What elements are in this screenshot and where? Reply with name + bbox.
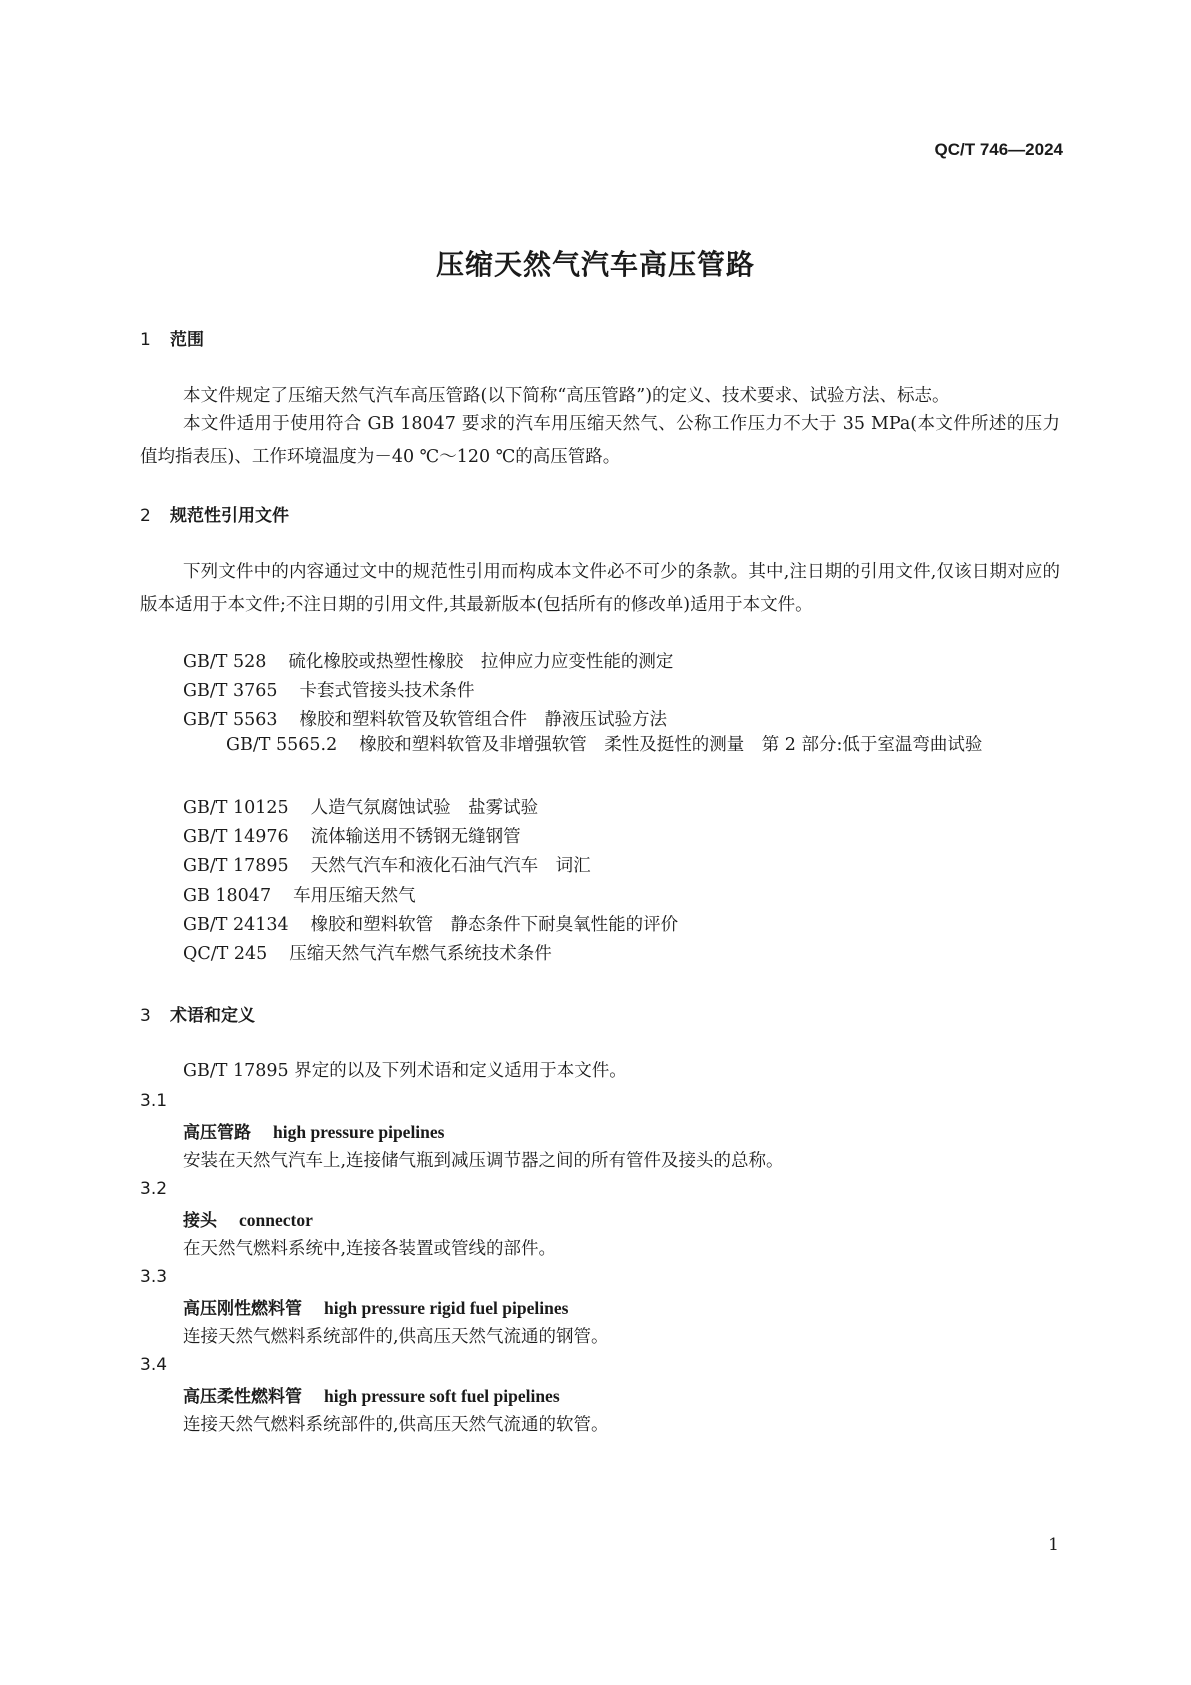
section-heading-terms-definitions: 3 术语和定义 (140, 1006, 255, 1026)
scope-paragraph-2: 本文件适用于使用符合 GB 18047 要求的汽车用压缩天然气、公称工作压力不大于 35 MPa(本文件所述的压力值均指表压)、工作环境温度为－40 ℃～120 ℃的高压管路。 (140, 414, 1060, 467)
term-definition: 连接天然气燃料系统部件的,供高压天然气流通的软管。 (183, 1415, 609, 1435)
term-number: 3.2 (140, 1179, 168, 1199)
term-title: 高压柔性燃料管 high pressure soft fuel pipelines (183, 1386, 560, 1407)
reference-item: GB 18047 车用压缩天然气 (183, 886, 416, 906)
references-intro: 下列文件中的内容通过文中的规范性引用而构成本文件必不可少的条款。其中,注日期的引用文件,仅该日期对应的版本适用于本文件;不注日期的引用文件,其最新版本(包括所有的修改单)适用于本文件。 (140, 562, 1060, 615)
terms-intro: GB/T 17895 界定的以及下列术语和定义适用于本文件。 (183, 1061, 627, 1081)
reference-item: GB/T 5563 橡胶和塑料软管及软管组合件 静液压试验方法 (183, 710, 668, 730)
standard-code: QC/T 746—2024 (934, 140, 1063, 159)
section-heading-scope: 1 范围 (140, 330, 204, 350)
reference-item: GB/T 14976 流体输送用不锈钢无缝钢管 (183, 827, 521, 847)
reference-item: QC/T 245 压缩天然气汽车燃气系统技术条件 (183, 944, 552, 964)
reference-item: GB/T 5565.2 橡胶和塑料软管及非增强软管 柔性及挺性的测量 第 2 部分:低于室温弯曲试验 (226, 735, 983, 755)
reference-item: GB/T 24134 橡胶和塑料软管 静态条件下耐臭氧性能的评价 (183, 915, 679, 935)
term-title: 高压管路 high pressure pipelines (183, 1122, 445, 1143)
term-title: 高压刚性燃料管 high pressure rigid fuel pipelines (183, 1298, 569, 1319)
page-number: 1 (1048, 1535, 1059, 1555)
reference-item: GB/T 3765 卡套式管接头技术条件 (183, 681, 475, 701)
section-heading-normative-references: 2 规范性引用文件 (140, 506, 289, 526)
term-number: 3.1 (140, 1091, 168, 1111)
term-number: 3.4 (140, 1355, 168, 1375)
term-number: 3.3 (140, 1267, 168, 1287)
term-definition: 安装在天然气汽车上,连接储气瓶到减压调节器之间的所有管件及接头的总称。 (183, 1151, 784, 1171)
term-definition: 在天然气燃料系统中,连接各装置或管线的部件。 (183, 1239, 557, 1259)
term-title: 接头 connector (183, 1210, 313, 1231)
page-title: 压缩天然气汽车高压管路 (435, 248, 755, 281)
reference-item: GB/T 10125 人造气氛腐蚀试验 盐雾试验 (183, 798, 539, 818)
term-definition: 连接天然气燃料系统部件的,供高压天然气流通的钢管。 (183, 1327, 609, 1347)
scope-paragraph-1: 本文件规定了压缩天然气汽车高压管路(以下简称“高压管路”)的定义、技术要求、试验方法、标志。 (183, 386, 950, 406)
reference-item: GB/T 528 硫化橡胶或热塑性橡胶 拉伸应力应变性能的测定 (183, 652, 674, 672)
reference-item: GB/T 17895 天然气汽车和液化石油气汽车 词汇 (183, 856, 591, 876)
